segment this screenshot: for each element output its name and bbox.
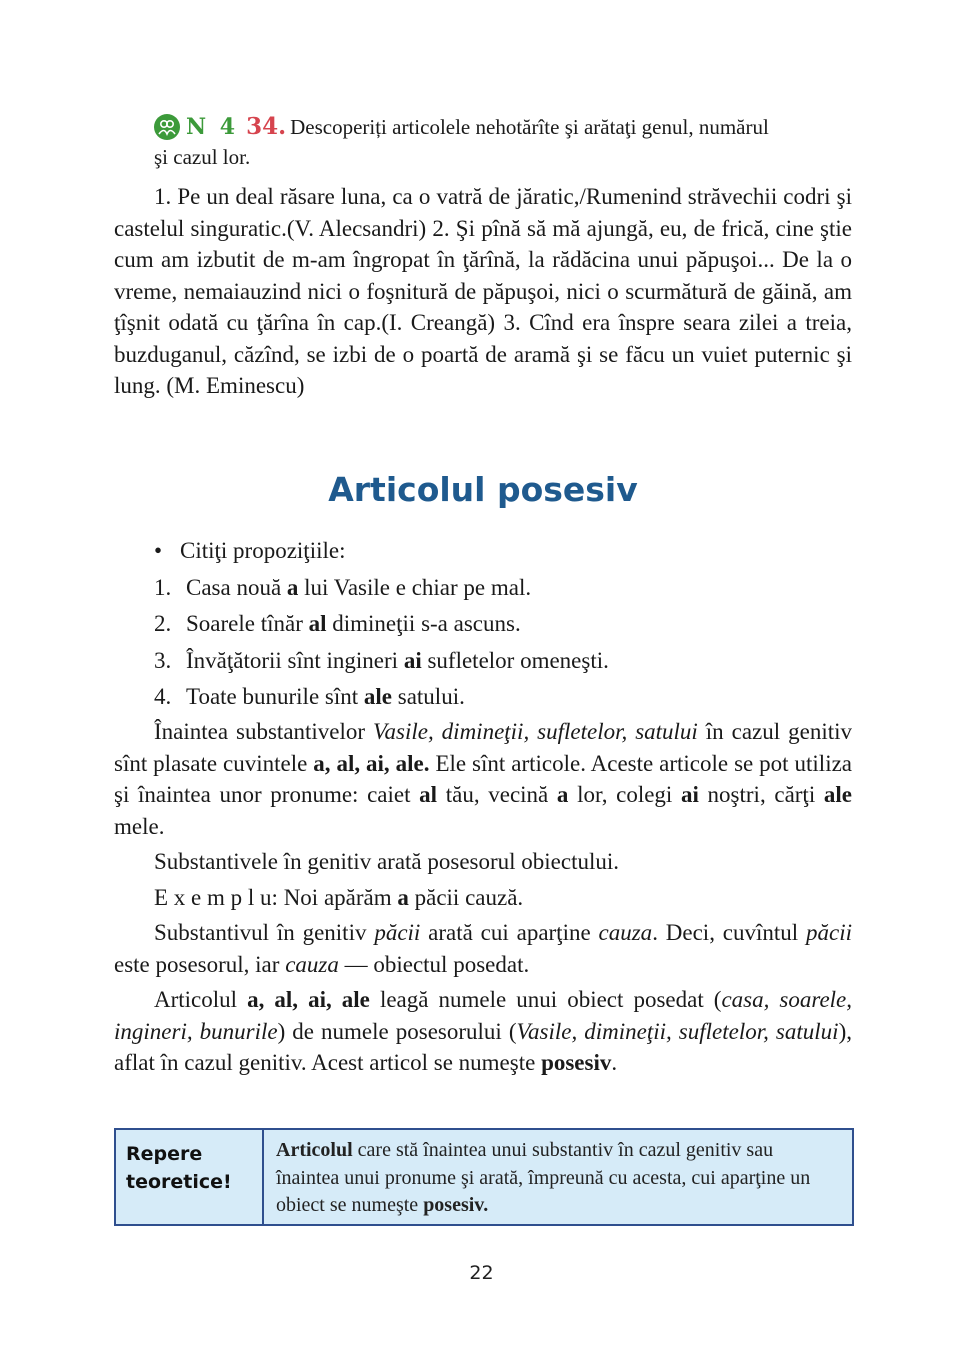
exercise-instruction-cont: şi cazul lor. [154,145,251,169]
item-number: 4. [154,684,172,709]
list-item [154,679,852,716]
paragraph-example: E x e m p l u: Noi apărăm a păcii cauză. [154,884,524,910]
page-number: 22 [469,1262,494,1284]
intro-text: Citiţi propoziţiile: [180,538,346,563]
item-article: ai [403,647,422,673]
theory-box-label: Repere teoretice! [116,1130,264,1224]
item-text: satului. [392,684,465,709]
paragraph-explanation: Substantivul în genitiv păcii arată cui aparţine cauza. Deci, cuvîntul păcii este posesorul, iar cauza — obiectul posedat. [114,920,853,977]
explanation-text [114,716,852,1083]
item-number: 1. [154,574,172,600]
list-item [154,570,852,607]
item-article: al [308,611,327,636]
pair-work-icon [154,114,180,140]
item-text: dimineţii s-a ascuns. [326,611,521,636]
exercise-number: 34. [246,113,287,140]
list-item-intro [154,533,852,570]
exercise-instruction: Descoperiți articolele nehotărîte şi arătaţi genul, numărul [290,115,769,139]
sentence-list [154,533,852,716]
list-item [154,643,852,680]
exercise-instruction-line [114,112,852,142]
item-text: Casa nouă [186,574,287,600]
item-text: Toate bunurile sînt [186,684,364,709]
theory-box [114,1128,854,1226]
item-text: Soarele tînăr [186,611,309,636]
item-number: 3. [154,647,172,673]
item-number: 2. [154,611,172,636]
exercise-text: 1. Pe un deal răsare luna, ca o vatră de jăratic,/Rumenind străvechii codri şi castelul singuratic.(V. Alecsandri) 2. Şi pînă să mă ajungă, eu, de frică, cine ştie cum am izbutit de m-am îngropat în ţărînă, la rădăcina unui păpuşoi... De la o vreme, nemaiauzind nici o foşnitură de păpuşoi, nici o scurmătură de găină, am ţîşnit odată cu ţărîna în cap.(I. Creangă) 3. Cînd era înspre seara zilei a treia, buzduganul, căzînd, se izbi de o poartă de aramă şi se făcu un vuiet puternic şi lung. (M. Eminescu) [114,184,852,398]
exercise-header [114,112,852,172]
item-article: ale [363,684,392,709]
paragraph-definition: Articolul a, al, ai, ale leagă numele unui obiect posedat (casa, soarele, ingineri, bunurile) de numele posesorului (Vasile, dimineţii, sufletelor, satului), aflat în cazul genitiv. Acest articol se numeşte posesiv. [114,987,853,1075]
theory-box-text: Articolul care stă înaintea unui substantiv în cazul genitiv sau înaintea unui pronume şi arată, împreună cu acesta, cui aparţine un obiect se numeşte posesiv. [276,1139,811,1216]
item-text: lui Vasile e chiar pe mal. [298,574,532,600]
paragraph-possessor: Substantivele în genitiv arată posesorul obiectului. [154,849,620,874]
list-item [154,606,852,643]
bullet-icon: • [154,538,163,563]
item-article: a [286,574,299,600]
item-text: sufletelor omeneşti. [421,647,609,673]
exercise-level-mark: N 4 [186,114,239,140]
paragraph-genitive: Înaintea substantivelor Vasile, dimineţii, sufletelor, satului în cazul genitiv sînt plasate cuvintele a, al, ai, ale. Ele sînt articole. Aceste articole se pot utiliza şi înaintea unor pronume: caiet al tău, vecină a lor, colegi ai noştri, cărţi ale mele. [114,719,852,839]
section-heading: Articolul posesiv [328,470,638,509]
item-text: Învăţătorii sînt ingineri [186,647,404,673]
